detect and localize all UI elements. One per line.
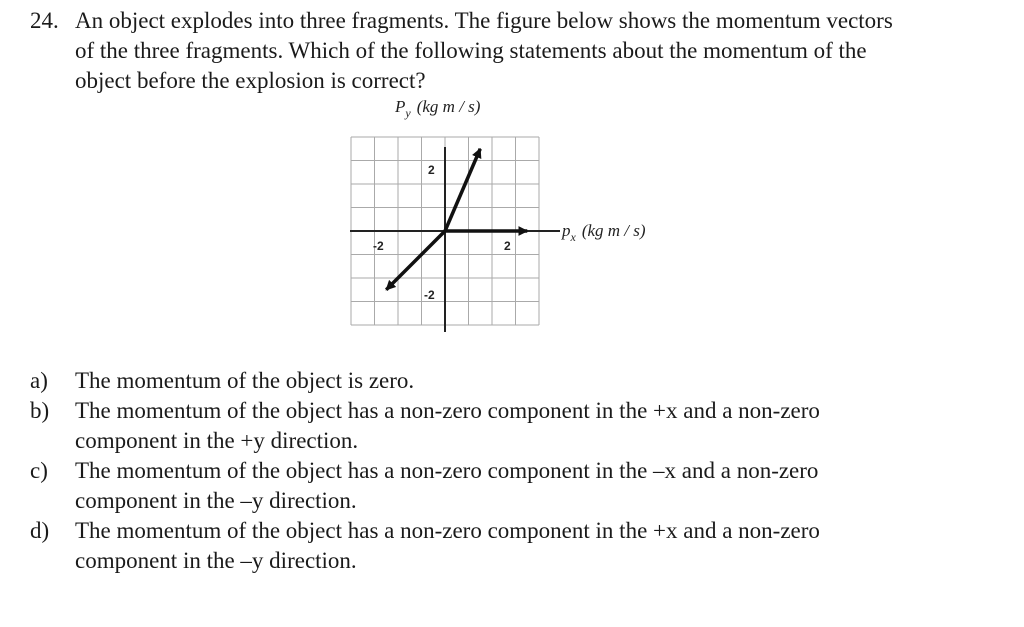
- y-axis-label: $P_y$ (kg m / s): [395, 97, 481, 120]
- answer-option-label: d): [30, 518, 50, 543]
- tick-label-y-neg: -2: [424, 288, 435, 302]
- answer-option-line: The momentum of the object has a non-zero component in the –x and a non-zero: [75, 458, 819, 483]
- x-axis-label: $p_x$ (kg m / s): [562, 221, 646, 244]
- answer-option-label: a): [30, 368, 48, 393]
- tick-label-x-neg: -2: [373, 239, 384, 253]
- question-line: object before the explosion is correct?: [75, 68, 426, 93]
- question-line: of the three fragments. Which of the following statements about the momentum of the: [75, 38, 867, 63]
- vectors: [386, 149, 527, 290]
- answer-option-line: The momentum of the object has a non-zero component in the +x and a non-zero: [75, 398, 820, 423]
- answer-option-text: [75, 396, 975, 456]
- momentum-vector-figure: [340, 92, 680, 342]
- answer-option-line: component in the –y direction.: [75, 488, 357, 513]
- answer-option-label: b): [30, 398, 50, 423]
- answer-option-line: component in the –y direction.: [75, 548, 357, 573]
- answer-option-line: component in the +y direction.: [75, 428, 359, 453]
- answer-option-text: [75, 366, 975, 396]
- answer-option-text: [75, 516, 975, 576]
- answer-option-line: The momentum of the object has a non-zero component in the +x and a non-zero: [75, 518, 820, 543]
- answer-option-text: [75, 456, 975, 516]
- answer-option-line: The momentum of the object is zero.: [75, 368, 415, 393]
- tick-label-x-pos: 2: [504, 239, 511, 253]
- question-number: 24.: [30, 8, 59, 33]
- momentum-vector-fragment-1: [445, 149, 480, 231]
- question-text: [75, 6, 1010, 96]
- question-line: An object explodes into three fragments. The figure below shows the momentum vectors: [75, 8, 893, 33]
- answer-option-label: c): [30, 458, 48, 483]
- tick-label-y-pos: 2: [428, 163, 435, 177]
- momentum-vector-fragment-3: [386, 231, 445, 290]
